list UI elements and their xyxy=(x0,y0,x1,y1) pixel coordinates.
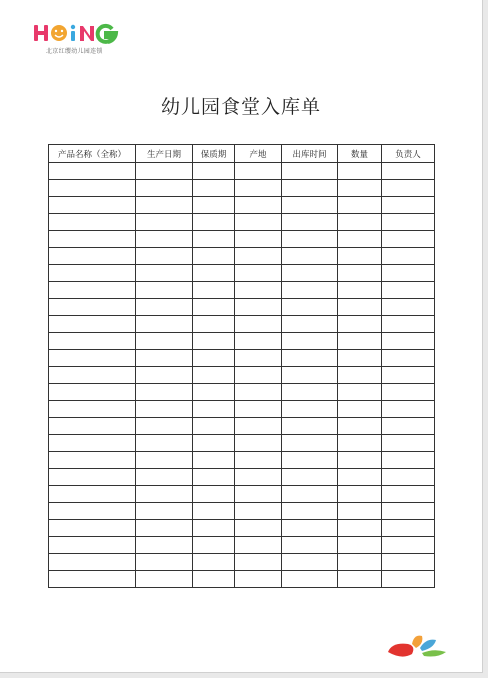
table-cell[interactable] xyxy=(282,265,338,282)
table-cell[interactable] xyxy=(193,299,235,316)
header-shelf-life: 保质期 xyxy=(193,145,235,163)
table-cell[interactable] xyxy=(193,571,235,588)
table-cell[interactable] xyxy=(235,248,282,265)
table-cell[interactable] xyxy=(193,469,235,486)
table-cell[interactable] xyxy=(382,214,435,231)
table-cell[interactable] xyxy=(382,537,435,554)
table-cell[interactable] xyxy=(136,418,193,435)
table-cell[interactable] xyxy=(49,384,136,401)
table-cell[interactable] xyxy=(338,435,382,452)
table-row xyxy=(49,367,435,384)
table-cell[interactable] xyxy=(49,163,136,180)
table-cell[interactable] xyxy=(382,367,435,384)
table-cell[interactable] xyxy=(282,316,338,333)
table-cell[interactable] xyxy=(382,350,435,367)
table-cell[interactable] xyxy=(282,537,338,554)
table-row xyxy=(49,197,435,214)
table-cell[interactable] xyxy=(235,469,282,486)
table-cell[interactable] xyxy=(235,537,282,554)
table-cell[interactable] xyxy=(382,571,435,588)
table-cell[interactable] xyxy=(49,435,136,452)
table-cell[interactable] xyxy=(382,299,435,316)
table-row xyxy=(49,180,435,197)
table-cell[interactable] xyxy=(235,452,282,469)
table-cell[interactable] xyxy=(193,537,235,554)
table-row xyxy=(49,418,435,435)
table-cell[interactable] xyxy=(193,231,235,248)
table-cell[interactable] xyxy=(136,350,193,367)
table-cell[interactable] xyxy=(338,163,382,180)
table-cell[interactable] xyxy=(193,316,235,333)
table-cell[interactable] xyxy=(136,163,193,180)
table-cell[interactable] xyxy=(235,401,282,418)
table-row xyxy=(49,350,435,367)
table-cell[interactable] xyxy=(382,384,435,401)
table-cell[interactable] xyxy=(382,333,435,350)
table-cell[interactable] xyxy=(282,333,338,350)
table-cell[interactable] xyxy=(136,520,193,537)
table-cell[interactable] xyxy=(136,333,193,350)
table-cell[interactable] xyxy=(382,503,435,520)
table-row xyxy=(49,214,435,231)
table-cell[interactable] xyxy=(193,554,235,571)
table-cell[interactable] xyxy=(136,282,193,299)
table-cell[interactable] xyxy=(382,452,435,469)
table-cell[interactable] xyxy=(193,350,235,367)
document-title: 幼儿园食堂入库单 xyxy=(160,96,321,118)
table-cell[interactable] xyxy=(49,554,136,571)
table-cell[interactable] xyxy=(338,401,382,418)
table-row xyxy=(49,265,435,282)
table-cell[interactable] xyxy=(282,503,338,520)
table-cell[interactable] xyxy=(282,163,338,180)
table-cell[interactable] xyxy=(235,316,282,333)
table-cell[interactable] xyxy=(136,401,193,418)
table-cell[interactable] xyxy=(282,418,338,435)
table-cell[interactable] xyxy=(338,486,382,503)
table-cell[interactable] xyxy=(49,180,136,197)
table-cell[interactable] xyxy=(338,248,382,265)
table-cell[interactable] xyxy=(382,520,435,537)
table-cell[interactable] xyxy=(282,435,338,452)
table-row xyxy=(49,384,435,401)
hoing-logo-icon xyxy=(34,22,124,46)
table-cell[interactable] xyxy=(235,486,282,503)
table-cell[interactable] xyxy=(193,384,235,401)
table-cell[interactable] xyxy=(193,435,235,452)
table-row xyxy=(49,452,435,469)
brand-logo xyxy=(34,22,124,56)
table-cell[interactable] xyxy=(235,350,282,367)
table-cell[interactable] xyxy=(49,401,136,418)
table-cell[interactable] xyxy=(136,554,193,571)
table-cell[interactable] xyxy=(49,418,136,435)
table-cell[interactable] xyxy=(235,503,282,520)
table-cell[interactable] xyxy=(338,197,382,214)
table-cell[interactable] xyxy=(235,299,282,316)
table-cell[interactable] xyxy=(282,231,338,248)
inventory-form-table xyxy=(48,144,435,588)
table-cell[interactable] xyxy=(282,520,338,537)
table-cell[interactable] xyxy=(282,486,338,503)
header-origin: 产地 xyxy=(235,145,282,163)
table-cell[interactable] xyxy=(338,282,382,299)
table-cell[interactable] xyxy=(282,350,338,367)
table-cell[interactable] xyxy=(136,248,193,265)
table-cell[interactable] xyxy=(49,231,136,248)
table-cell[interactable] xyxy=(49,469,136,486)
table-cell[interactable] xyxy=(49,350,136,367)
table-row xyxy=(49,163,435,180)
table-cell[interactable] xyxy=(282,180,338,197)
table-cell[interactable] xyxy=(235,333,282,350)
table-cell[interactable] xyxy=(49,282,136,299)
table-cell[interactable] xyxy=(235,571,282,588)
table-cell[interactable] xyxy=(382,469,435,486)
table-cell[interactable] xyxy=(193,367,235,384)
table-cell[interactable] xyxy=(49,265,136,282)
table-cell[interactable] xyxy=(338,469,382,486)
table-cell[interactable] xyxy=(382,180,435,197)
table-cell[interactable] xyxy=(235,367,282,384)
table-cell[interactable] xyxy=(136,299,193,316)
table-row xyxy=(49,571,435,588)
table-cell[interactable] xyxy=(235,520,282,537)
table-cell[interactable] xyxy=(338,384,382,401)
green-petal xyxy=(422,650,446,656)
table-cell[interactable] xyxy=(235,231,282,248)
table-cell[interactable] xyxy=(282,571,338,588)
table-cell[interactable] xyxy=(136,571,193,588)
table-cell[interactable] xyxy=(49,248,136,265)
table-cell[interactable] xyxy=(338,418,382,435)
table-cell[interactable] xyxy=(136,469,193,486)
table-cell[interactable] xyxy=(136,435,193,452)
table-cell[interactable] xyxy=(193,520,235,537)
table-row xyxy=(49,248,435,265)
table-cell[interactable] xyxy=(382,316,435,333)
table-cell[interactable] xyxy=(382,163,435,180)
table-cell[interactable] xyxy=(338,503,382,520)
table-row xyxy=(49,503,435,520)
table-cell[interactable] xyxy=(338,265,382,282)
table-cell[interactable] xyxy=(49,214,136,231)
table-row xyxy=(49,299,435,316)
table-cell[interactable] xyxy=(382,248,435,265)
table-cell[interactable] xyxy=(193,214,235,231)
table-cell[interactable] xyxy=(136,265,193,282)
table-cell[interactable] xyxy=(338,214,382,231)
table-cell[interactable] xyxy=(382,401,435,418)
table-cell[interactable] xyxy=(338,231,382,248)
logo-letter-n xyxy=(80,26,94,41)
table-cell[interactable] xyxy=(382,197,435,214)
table-cell[interactable] xyxy=(338,367,382,384)
table-cell[interactable] xyxy=(235,384,282,401)
table-cell[interactable] xyxy=(235,554,282,571)
table-cell[interactable] xyxy=(338,316,382,333)
table-cell[interactable] xyxy=(136,180,193,197)
table-cell[interactable] xyxy=(136,214,193,231)
table-cell[interactable] xyxy=(282,214,338,231)
table-row xyxy=(49,537,435,554)
table-cell[interactable] xyxy=(235,418,282,435)
table-cell[interactable] xyxy=(136,197,193,214)
table-cell[interactable] xyxy=(282,282,338,299)
table-cell[interactable] xyxy=(235,180,282,197)
table-cell[interactable] xyxy=(282,384,338,401)
table-cell[interactable] xyxy=(382,418,435,435)
header-product-name: 产品名称（全称） xyxy=(49,145,136,163)
table-cell[interactable] xyxy=(136,452,193,469)
table-cell[interactable] xyxy=(235,163,282,180)
header-production-date: 生产日期 xyxy=(136,145,193,163)
table-cell[interactable] xyxy=(382,435,435,452)
table-cell[interactable] xyxy=(136,231,193,248)
table-cell[interactable] xyxy=(136,486,193,503)
table-cell[interactable] xyxy=(338,571,382,588)
table-cell[interactable] xyxy=(382,265,435,282)
table-header-row xyxy=(49,145,435,163)
table-cell[interactable] xyxy=(382,554,435,571)
table-cell[interactable] xyxy=(282,401,338,418)
table-cell[interactable] xyxy=(338,554,382,571)
table-cell[interactable] xyxy=(49,520,136,537)
table-cell[interactable] xyxy=(193,486,235,503)
orange-petal xyxy=(412,636,422,648)
logo-letter-o xyxy=(51,25,67,41)
table-cell[interactable] xyxy=(193,197,235,214)
table-cell[interactable] xyxy=(193,248,235,265)
table-row xyxy=(49,469,435,486)
table-cell[interactable] xyxy=(382,231,435,248)
table-row xyxy=(49,231,435,248)
table-cell[interactable] xyxy=(193,418,235,435)
table-row xyxy=(49,435,435,452)
table-cell[interactable] xyxy=(338,333,382,350)
table-cell[interactable] xyxy=(235,265,282,282)
table-cell[interactable] xyxy=(282,299,338,316)
table-cell[interactable] xyxy=(382,486,435,503)
header-quantity: 数量 xyxy=(338,145,382,163)
table-cell[interactable] xyxy=(49,571,136,588)
table-cell[interactable] xyxy=(282,452,338,469)
table-cell[interactable] xyxy=(136,367,193,384)
logo-letter-g xyxy=(98,26,116,42)
table-cell[interactable] xyxy=(49,486,136,503)
table-cell[interactable] xyxy=(193,503,235,520)
logo-letter-i xyxy=(71,25,75,41)
table-row xyxy=(49,282,435,299)
table-cell[interactable] xyxy=(338,537,382,554)
table-cell[interactable] xyxy=(338,452,382,469)
table-cell[interactable] xyxy=(235,435,282,452)
red-petal xyxy=(388,644,413,657)
table-cell[interactable] xyxy=(49,367,136,384)
table-cell[interactable] xyxy=(338,350,382,367)
table-cell[interactable] xyxy=(49,452,136,469)
table-row xyxy=(49,401,435,418)
table-cell[interactable] xyxy=(193,401,235,418)
table-cell[interactable] xyxy=(235,282,282,299)
table-cell[interactable] xyxy=(136,316,193,333)
table-cell[interactable] xyxy=(136,503,193,520)
table-cell[interactable] xyxy=(193,452,235,469)
table-cell[interactable] xyxy=(338,520,382,537)
table-cell[interactable] xyxy=(136,537,193,554)
table-row xyxy=(49,333,435,350)
table-cell[interactable] xyxy=(282,248,338,265)
table-cell[interactable] xyxy=(49,197,136,214)
table-cell[interactable] xyxy=(338,299,382,316)
table-cell[interactable] xyxy=(49,503,136,520)
header-outbound-time: 出库时间 xyxy=(282,145,338,163)
table-cell[interactable] xyxy=(235,214,282,231)
table-cell[interactable] xyxy=(136,384,193,401)
table-cell[interactable] xyxy=(282,469,338,486)
table-cell[interactable] xyxy=(282,554,338,571)
table-cell[interactable] xyxy=(235,197,282,214)
petal-decoration-icon xyxy=(386,632,448,660)
header-person-in-charge: 负责人 xyxy=(382,145,435,163)
table-cell[interactable] xyxy=(193,333,235,350)
table-cell[interactable] xyxy=(49,316,136,333)
table-row xyxy=(49,486,435,503)
table-cell[interactable] xyxy=(49,333,136,350)
table-row xyxy=(49,316,435,333)
table-cell[interactable] xyxy=(193,180,235,197)
blue-petal xyxy=(420,640,436,651)
table-row xyxy=(49,554,435,571)
table-cell[interactable] xyxy=(193,282,235,299)
table-row xyxy=(49,520,435,537)
logo-letter-h xyxy=(34,25,48,41)
table-cell[interactable] xyxy=(193,265,235,282)
table-cell[interactable] xyxy=(338,180,382,197)
table-cell[interactable] xyxy=(282,197,338,214)
table-cell[interactable] xyxy=(382,282,435,299)
table-cell[interactable] xyxy=(193,163,235,180)
table-cell[interactable] xyxy=(49,537,136,554)
table-cell[interactable] xyxy=(49,299,136,316)
table-cell[interactable] xyxy=(282,367,338,384)
brand-subtitle: 北京红缨幼儿园连锁 xyxy=(46,48,103,55)
table-body xyxy=(49,163,435,588)
